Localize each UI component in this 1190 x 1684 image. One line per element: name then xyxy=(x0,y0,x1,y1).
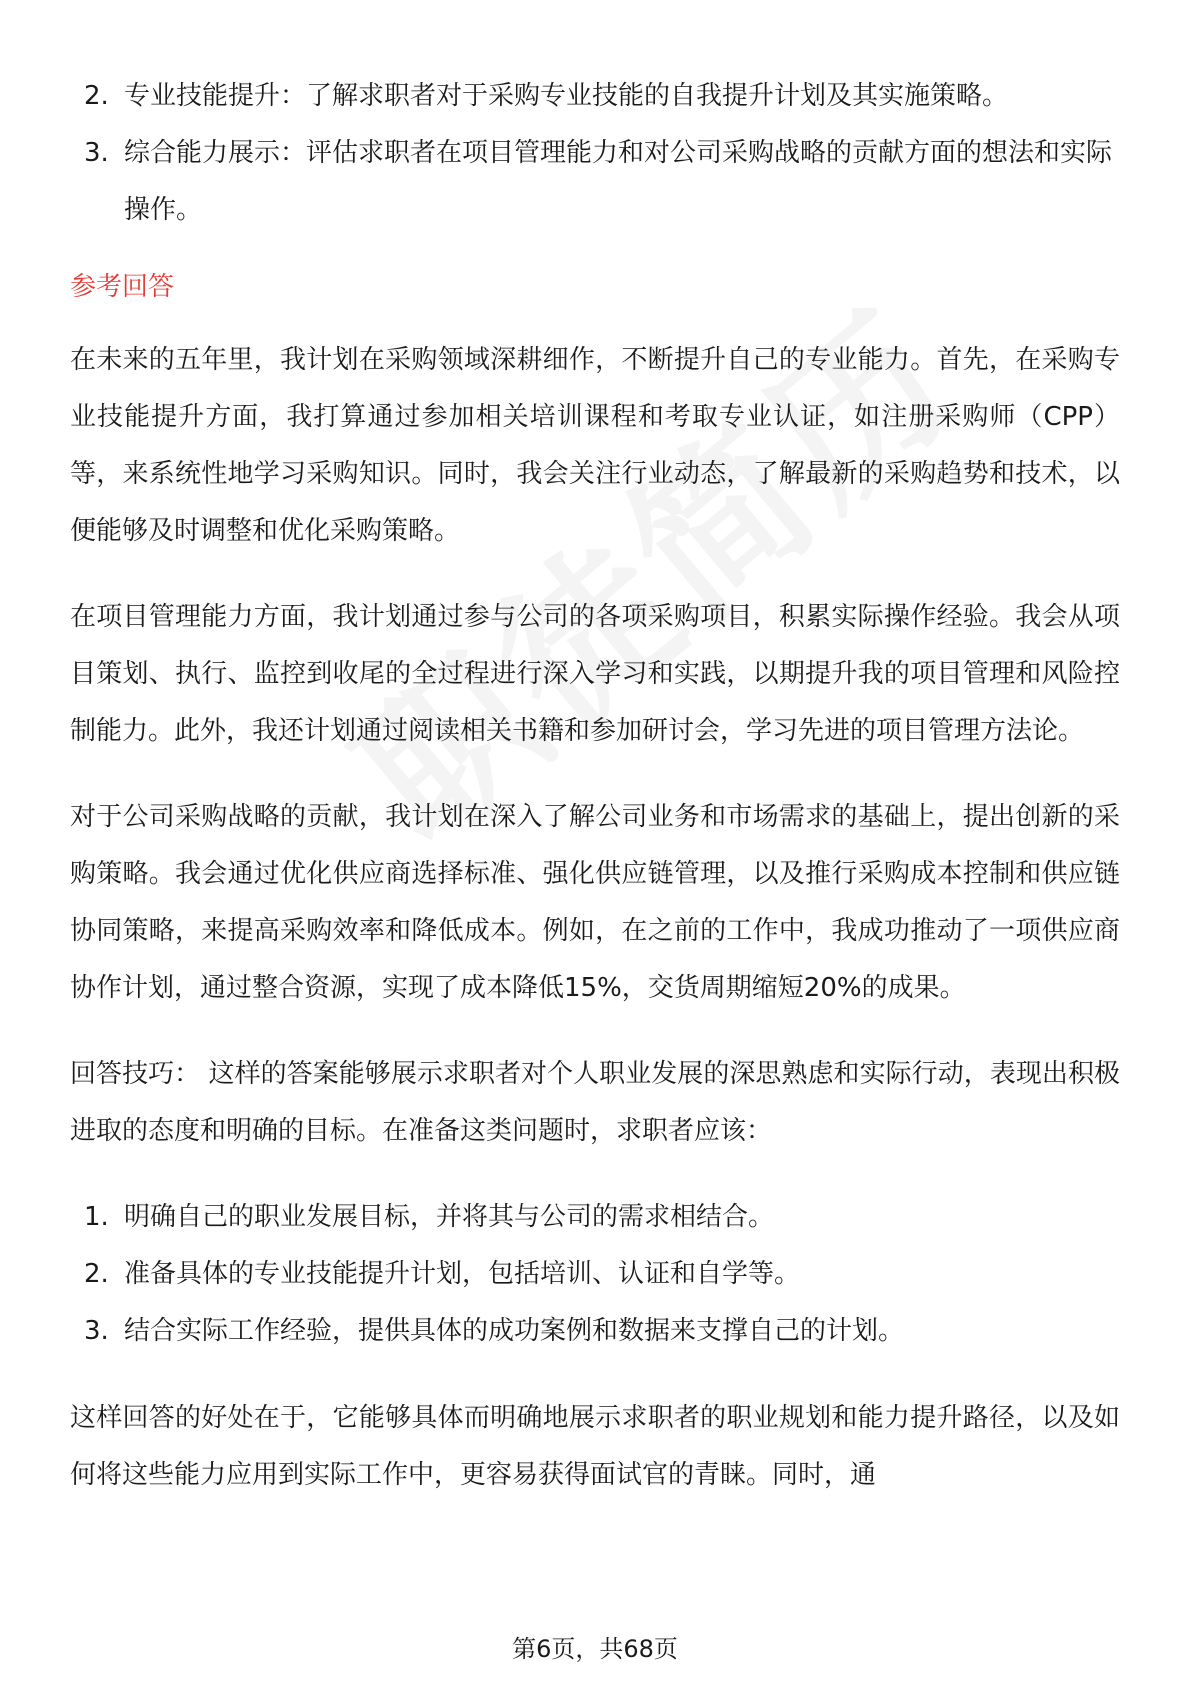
list-item-text: 结合实际工作经验，提供具体的成功案例和数据来支撑自己的计划。 xyxy=(124,1316,905,1346)
page-number-footer: 第6页，共68页 xyxy=(512,1635,678,1663)
list-item-text: 专业技能提升：了解求职者对于采购专业技能的自我提升计划及其实施策略。 xyxy=(124,81,1009,111)
list-item xyxy=(70,1246,1120,1303)
page-content xyxy=(70,68,1120,1533)
assessment-points-list xyxy=(70,68,1120,239)
list-item xyxy=(70,68,1120,125)
list-item xyxy=(70,1189,1120,1246)
section-heading: 参考回答 xyxy=(70,272,175,302)
list-item-text: 综合能力展示：评估求职者在项目管理能力和对公司采购战略的贡献方面的想法和实际操作。 xyxy=(124,138,1113,225)
list-item xyxy=(70,1303,1120,1360)
list-item-number: 2. xyxy=(84,1259,109,1289)
answer-paragraph: 对于公司采购战略的贡献，我计划在深入了解公司业务和市场需求的基础上，提出创新的采购策略。我会通过优化供应商选择标准、强化供应链管理，以及推行采购成本控制和供应链协同策略，来提高采购效率和降低成本。例如，在之前的工作中，我成功推动了一项供应商协作计划，通过整合资源，实现了成本降低15%，交货周期缩短20%的成果。 xyxy=(70,802,1120,1003)
list-item-number: 2. xyxy=(84,81,109,111)
tips-list xyxy=(70,1189,1120,1360)
answer-paragraph: 在未来的五年里，我计划在采购领域深耕细作，不断提升自己的专业能力。首先，在采购专业技能提升方面，我打算通过参加相关培训课程和考取专业认证，如注册采购师（CPP）等，来系统性地学习采购知识。同时，我会关注行业动态，了解最新的采购趋势和技术，以便能够及时调整和优化采购策略。 xyxy=(70,345,1120,546)
list-item-number: 1. xyxy=(84,1202,109,1232)
list-item-text: 准备具体的专业技能提升计划，包括培训、认证和自学等。 xyxy=(124,1259,801,1289)
list-item xyxy=(70,125,1120,239)
list-item-number: 3. xyxy=(84,138,109,168)
closing-paragraph: 这样回答的好处在于，它能够具体而明确地展示求职者的职业规划和能力提升路径，以及如何将这些能力应用到实际工作中，更容易获得面试官的青睐。同时，通 xyxy=(70,1403,1120,1490)
tips-paragraph: 回答技巧： 这样的答案能够展示求职者对个人职业发展的深思熟虑和实际行动，表现出积极进取的态度和明确的目标。在准备这类问题时，求职者应该： xyxy=(70,1059,1120,1146)
list-item-text: 明确自己的职业发展目标，并将其与公司的需求相结合。 xyxy=(124,1202,775,1232)
list-item-number: 3. xyxy=(84,1316,109,1346)
answer-paragraph: 在项目管理能力方面，我计划通过参与公司的各项采购项目，积累实际操作经验。我会从项目策划、执行、监控到收尾的全过程进行深入学习和实践，以期提升我的项目管理和风险控制能力。此外，我还计划通过阅读相关书籍和参加研讨会，学习先进的项目管理方法论。 xyxy=(70,602,1120,746)
